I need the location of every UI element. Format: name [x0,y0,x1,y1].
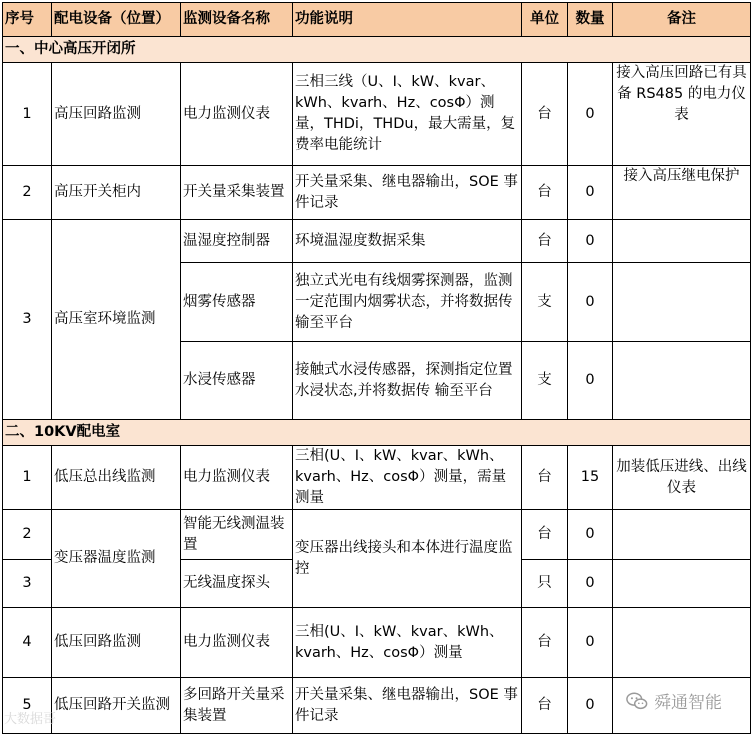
cell-unit: 台 [522,446,568,510]
cell-function: 接触式水浸传感器，探测指定位置水浸状态,并将数据传 输至平台 [293,342,522,420]
cell-monitor: 电力监测仪表 [181,608,293,678]
cell-qty: 0 [568,678,613,734]
cell-unit: 支 [522,263,568,342]
cell-monitor: 智能无线测温装置 [181,510,293,560]
cell-no: 2 [3,510,52,560]
cell-function: 环境温湿度数据采集 [293,220,522,263]
watermark-source-text: 大数据哥 [4,712,57,727]
header-no: 序号 [3,3,52,37]
cell-monitor: 电力监测仪表 [181,63,293,166]
cell-unit: 支 [522,342,568,420]
table-row [3,220,751,263]
header-monitor: 监测设备名称 [181,3,293,37]
section-title: 二、10KV配电室 [3,420,751,446]
cell-device: 高压开关柜内 [52,166,181,220]
cell-no: 3 [3,220,52,420]
cell-function: 三相(U、I、kW、kvar、kWh、kvarh、Hz、cosΦ）测量 [293,608,522,678]
cell-monitor: 烟雾传感器 [181,263,293,342]
cell-note: 接入高压回路已有具备 RS485 的电力仪表 [613,63,751,166]
watermark-source [4,708,56,727]
cell-qty: 0 [568,342,613,420]
header-note: 备注 [613,3,751,37]
cell-monitor: 多回路开关量采集装置 [181,678,293,734]
cell-qty: 0 [568,560,613,608]
wechat-icon [626,690,648,712]
header-device: 配电设备（位置） [52,3,181,37]
cell-unit: 台 [522,166,568,220]
cell-no: 5 [3,678,52,734]
cell-monitor: 水浸传感器 [181,342,293,420]
cell-unit: 只 [522,560,568,608]
cell-function: 开关量采集、继电器输出，SOE 事件记录 [293,678,522,734]
cell-qty: 0 [568,510,613,560]
cell-qty: 0 [568,63,613,166]
cell-device: 高压回路监测 [52,63,181,166]
table-row [3,446,751,510]
cell-unit: 台 [522,220,568,263]
cell-unit: 台 [522,510,568,560]
cell-note [613,342,751,420]
cell-unit: 台 [522,63,568,166]
watermark-brand-text: 舜通智能 [654,693,722,713]
header-unit: 单位 [522,3,568,37]
cell-function: 变压器出线接头和本体进行温度监控 [293,510,522,608]
cell-function: 三相三线（U、I、kW、kvar、kWh、kvarh、Hz、cosΦ）测量，THDi，THDu，最大需量，复费率电能统计 [293,63,522,166]
equipment-table [2,2,751,734]
header-qty: 数量 [568,3,613,37]
cell-no: 2 [3,166,52,220]
cell-note [613,510,751,560]
cell-device: 低压回路监测 [52,608,181,678]
cell-device: 高压室环境监测 [52,220,181,420]
cell-qty: 0 [568,166,613,220]
table-row [3,63,751,166]
cell-no: 1 [3,63,52,166]
cell-note [613,220,751,263]
cell-unit: 台 [522,678,568,734]
section-row [3,420,751,446]
cell-monitor: 无线温度探头 [181,560,293,608]
table-row [3,608,751,678]
cell-monitor: 开关量采集装置 [181,166,293,220]
cell-qty: 0 [568,263,613,342]
cell-monitor: 温湿度控制器 [181,220,293,263]
cell-qty: 0 [568,220,613,263]
cell-device: 低压回路开关监测 [52,678,181,734]
cell-qty: 0 [568,608,613,678]
cell-function: 三相(U、I、kW、kvar、kWh、kvarh、Hz、cosΦ）测量，需量测量 [293,446,522,510]
cell-note: 接入高压继电保护 [613,166,751,220]
cell-note: 加装低压进线、出线仪表 [613,446,751,510]
cell-note [613,560,751,608]
cell-qty: 15 [568,446,613,510]
cell-function: 独立式光电有线烟雾探测器，监测一定范围内烟雾状态，并将数据传输至平台 [293,263,522,342]
section-title: 一、中心高压开闭所 [3,37,751,63]
section-row [3,37,751,63]
cell-unit: 台 [522,608,568,678]
cell-note [613,608,751,678]
cell-no: 3 [3,560,52,608]
cell-no: 4 [3,608,52,678]
cell-no: 1 [3,446,52,510]
table-header-row [3,3,751,37]
header-function: 功能说明 [293,3,522,37]
cell-note [613,263,751,342]
cell-device: 变压器温度监测 [52,510,181,608]
cell-function: 开关量采集、继电器输出，SOE 事件记录 [293,166,522,220]
cell-device: 低压总出线监测 [52,446,181,510]
cell-monitor: 电力监测仪表 [181,446,293,510]
table-row [3,166,751,220]
table-row [3,510,751,560]
watermark-brand [626,688,722,713]
